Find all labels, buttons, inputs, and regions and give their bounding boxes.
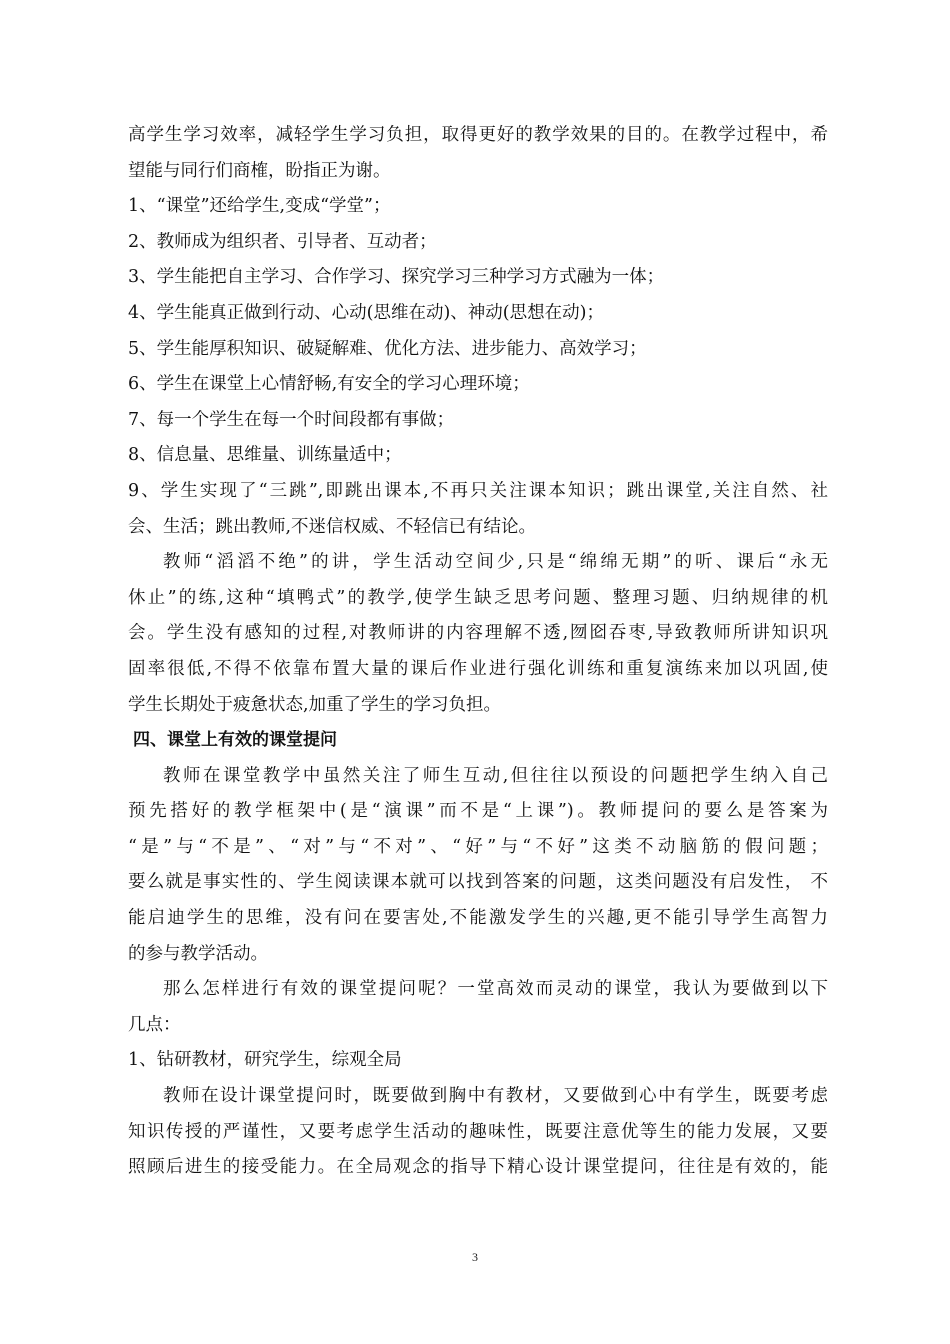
text-line: 休止”的练,这种“填鸭式”的教学,使学生缺乏思考问题、整理习题、归纳规律的机 [128,587,828,608]
text-line: “是”与“不是”、“对”与“不对”、“好”与“不好”这类不动脑筋的假问题； [128,836,828,857]
page-number: 3 [472,1250,478,1264]
text-line: 学生长期处于疲惫状态,加重了学生的学习负担。 [128,694,502,715]
text-line: 几点： [128,1014,181,1035]
text-line: 会、生活；跳出教师,不迷信权威、不轻信已有结论。 [128,516,537,537]
paragraph-first-line: 教师在设计课堂提问时，既要做到胸中有教材，又要做到心中有学生，既要考虑 [163,1086,828,1107]
list-item: 4、学生能真正做到行动、心动(思维在动)、神动(思想在动)； [128,302,604,323]
list-item: 1、“课堂”还给学生,变成“学堂”； [128,196,391,217]
text-line: 知识传授的严谨性，又要考虑学生活动的趣味性，既要注意优等生的能力发展，又要 [128,1121,828,1142]
list-item: 6、学生在课堂上心情舒畅,有安全的学习心理环境； [128,374,530,395]
text-line: 要么就是事实性的、学生阅读课本就可以找到答案的问题，这类问题没有启发性， 不 [128,872,828,893]
list-item: 7、每一个学生在每一个时间段都有事做； [128,409,455,430]
text-line: 高学生学习效率，减轻学生学习负担，取得更好的教学效果的目的。在教学过程中，希 [128,125,828,145]
paragraph-first-line: 那么怎样进行有效的课堂提问呢？一堂高效而灵动的课堂，我认为要做到以下 [163,979,828,1000]
paragraph-first-line: 教师在课堂教学中虽然关注了师生互动,但往往以预设的问题把学生纳入自己 [163,765,828,786]
text-line: 的参与教学活动。 [128,943,268,964]
text-line: 预先搭好的教学框架中(是“演课”而不是“上课”)。教师提问的要么是答案为 [128,801,828,822]
list-item: 3、学生能把自主学习、合作学习、探究学习三种学习方式融为一体； [128,267,665,288]
subheading: 1、钻研教材，研究学生，综观全局 [128,1050,402,1071]
text-line: 固率很低,不得不依靠布置大量的课后作业进行强化训练和重复演练来加以巩固,使 [128,658,828,679]
paragraph-first-line: 教师“滔滔不绝”的讲，学生活动空间少,只是“绵绵无期”的听、课后“永无 [163,552,828,573]
body-text [128,118,828,1186]
text-line: 望能与同行们商榷，盼指正为谢。 [128,160,391,181]
text-line: 能启迪学生的思维，没有问在要害处,不能激发学生的兴趣,更不能引导学生高智力 [128,908,828,929]
list-item: 8、信息量、思维量、训练量适中； [128,445,402,466]
text-line: 会。学生没有感知的过程,对教师讲的内容理解不透,囫囵吞枣,导致教师所讲知识巩 [128,623,828,644]
section-heading: 四、课堂上有效的课堂提问 [133,730,337,751]
list-item: 2、教师成为组织者、引导者、互动者； [128,231,437,252]
list-item: 5、学生能厚积知识、破疑解难、优化方法、进步能力、高效学习； [128,338,647,359]
text-line: 照顾后进生的接受能力。在全局观念的指导下精心设计课堂提问，往往是有效的，能 [128,1157,828,1178]
list-item: 9、学生实现了“三跳”,即跳出课本,不再只关注课本知识；跳出课堂,关注自然、社 [128,480,828,501]
